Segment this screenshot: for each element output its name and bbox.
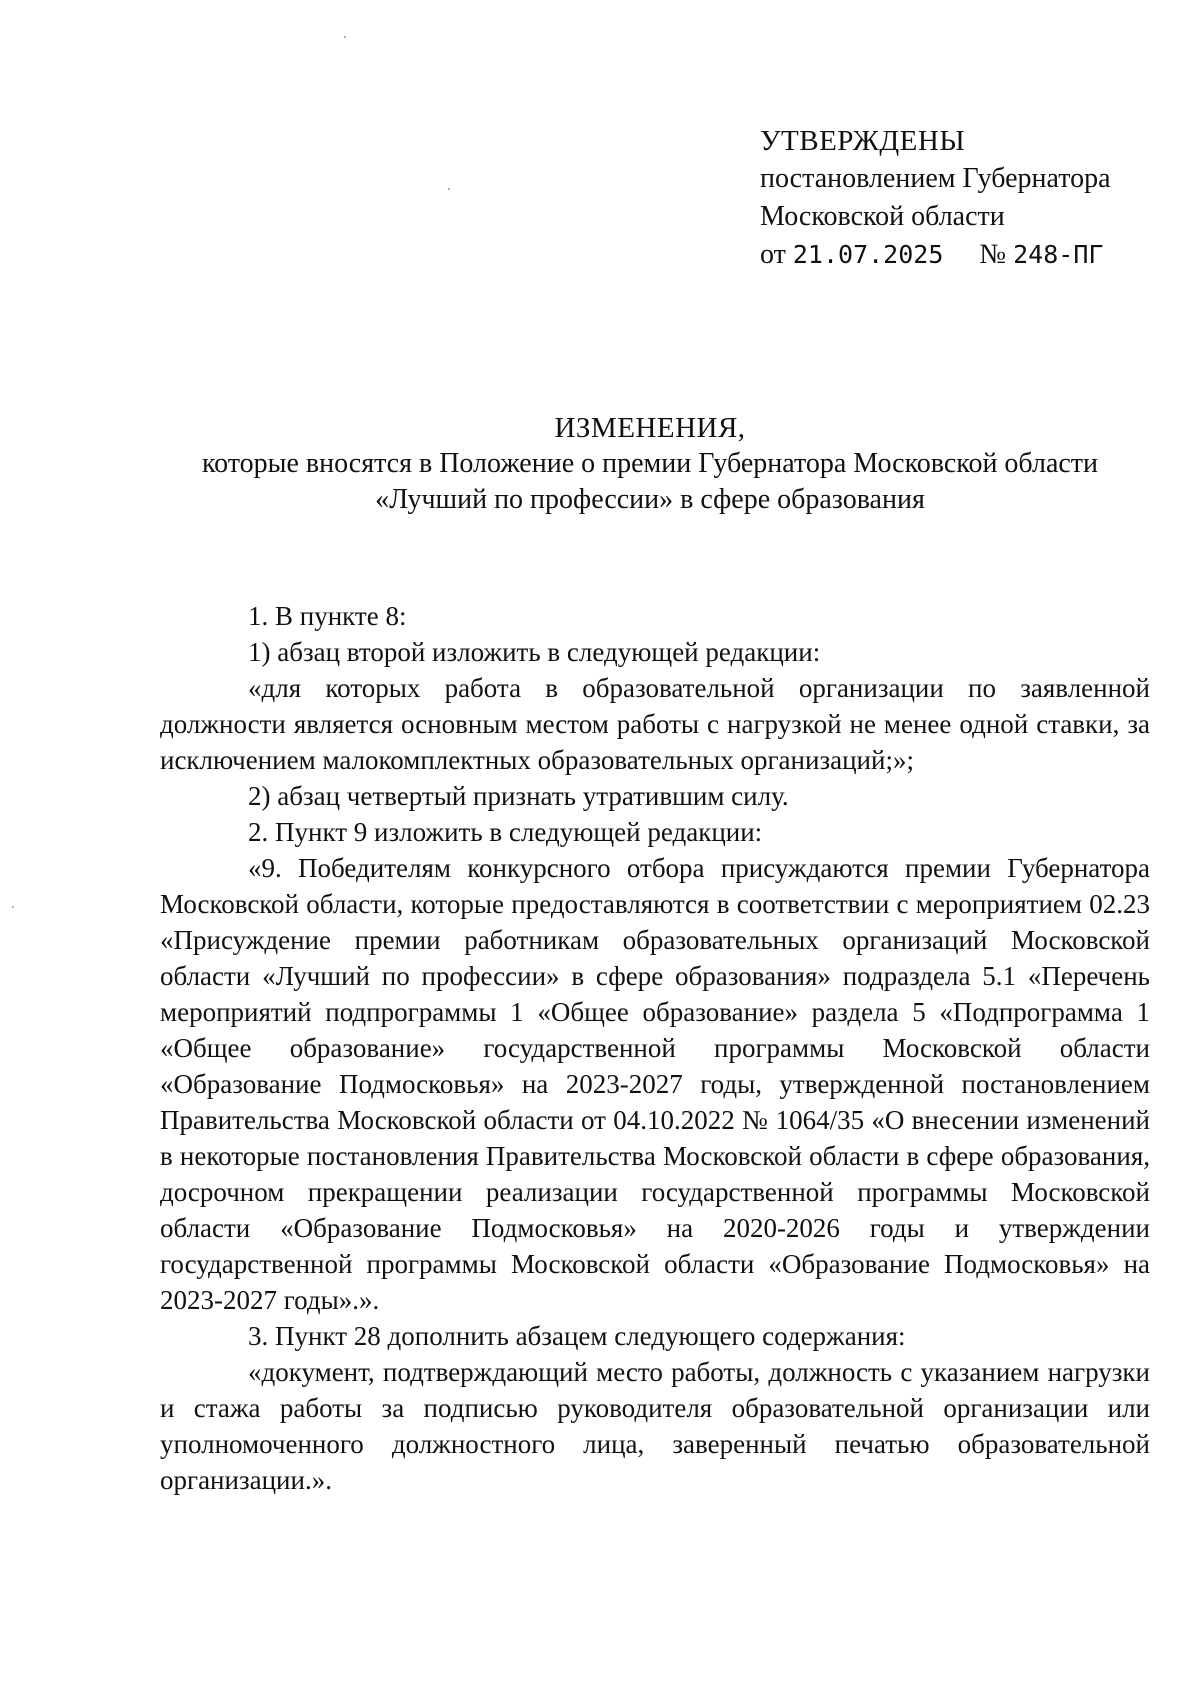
paragraph: 2) абзац четвертый признать утратившим силу. bbox=[248, 781, 789, 811]
paragraph: 3. Пункт 28 дополнить абзацем следующего содержания: bbox=[248, 1321, 906, 1351]
approval-title: УТВЕРЖДЕНЫ bbox=[760, 125, 966, 157]
scan-speck bbox=[448, 188, 450, 190]
approval-line-1: постановлением Губернатора bbox=[760, 163, 1111, 194]
paragraph: 1. В пункте 8: bbox=[248, 601, 407, 631]
approval-number-prefix: № bbox=[979, 239, 1007, 270]
paragraph: 2. Пункт 9 изложить в следующей редакции: bbox=[248, 817, 763, 847]
approval-line-2: Московской области bbox=[760, 201, 1005, 232]
paragraph: 1) абзац второй изложить в следующей редакции: bbox=[248, 637, 821, 667]
approval-number: 248-ПГ bbox=[1013, 240, 1104, 269]
document-heading bbox=[160, 410, 1140, 518]
approval-date: 21.07.2025 bbox=[792, 240, 944, 269]
paragraph: «для которых работа в образовательной организации по заявленной должности является основным местом работы с нагрузкой не менее одной ставки, за исключением малокомплектных образовательных организаций;»; bbox=[160, 673, 1150, 775]
approval-block bbox=[760, 122, 1160, 274]
heading-line-2: «Лучший по профессии» в сфере образования bbox=[375, 484, 925, 515]
paragraph: «9. Победителям конкурсного отбора присуждаются премии Губернатора Московской области, которые предоставляются в соответствии с мероприятием 02.23 «Присуждение премии работникам образовательных организаций Московской области «Лучший по профессии» в сфере образования» подраздела 5.1 «Перечень мероприятий подпрограммы 1 «Общее образование» раздела 5 «Подпрограмма 1 «Общее образование» государственной программы Московской области «Образование Подмосковья» на 2023-2027 годы, утвержденной постановлением Правительства Московской области от 04.10.2022 № 1064/35 «О внесении изменений в некоторые постановления Правительства Московской области в сфере образования, досрочном прекращении реализации государственной программы Московской области «Образование Подмосковья» на 2020-2026 годы и утверждении государственной программы Московской области «Образование Подмосковья» на 2023-2027 годы».». bbox=[160, 853, 1150, 1315]
approval-date-line bbox=[760, 236, 1160, 274]
approval-date-prefix: от bbox=[760, 239, 786, 270]
document-body bbox=[160, 598, 1150, 1498]
heading-title: ИЗМЕНЕНИЯ, bbox=[554, 412, 746, 444]
scan-speck bbox=[344, 36, 346, 38]
heading-line-1: которые вносятся в Положение о премии Губернатора Московской области bbox=[201, 448, 1099, 479]
paragraph: «документ, подтверждающий место работы, должность с указанием нагрузки и стажа работы за подписью руководителя образовательной организации или уполномоченного должностного лица, заверенный печатью образовательной организации.». bbox=[160, 1357, 1150, 1495]
scan-speck bbox=[12, 906, 14, 908]
